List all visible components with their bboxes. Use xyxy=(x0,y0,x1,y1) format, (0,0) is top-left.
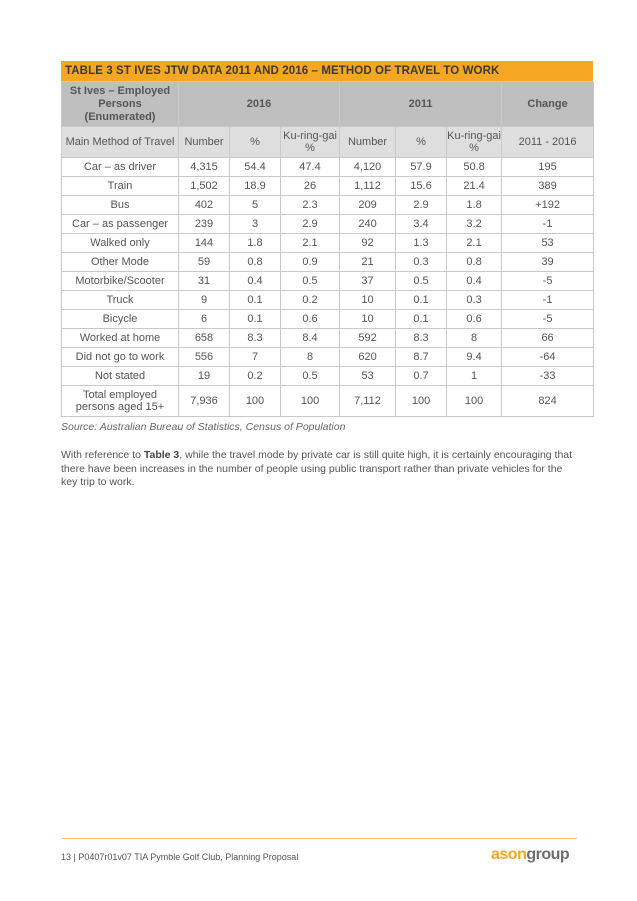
cell-kuringgai-2011: 100 xyxy=(447,386,502,417)
table-row xyxy=(62,234,594,253)
cell-number-2011: 620 xyxy=(340,348,396,367)
cell-number-2016: 19 xyxy=(179,367,230,386)
table-header-sub xyxy=(62,127,594,158)
header-kuringgai-2016: Ku-ring-gai % xyxy=(281,127,340,158)
cell-mode: Did not go to work xyxy=(62,348,179,367)
table-row xyxy=(62,291,594,310)
cell-number-2016: 31 xyxy=(179,272,230,291)
source-note: Source: Australian Bureau of Statistics, Census of Population xyxy=(61,421,346,433)
header-method: Main Method of Travel xyxy=(62,127,179,158)
cell-pct-2016: 0.8 xyxy=(230,253,281,272)
travel-table-section xyxy=(61,61,593,417)
logo-part-group: group xyxy=(526,846,570,863)
cell-change: 824 xyxy=(502,386,594,417)
cell-number-2011: 592 xyxy=(340,329,396,348)
header-change: Change xyxy=(502,82,594,127)
cell-kuringgai-2016: 0.5 xyxy=(281,272,340,291)
logo-part-ason: ason xyxy=(491,846,527,863)
cell-pct-2011: 1.3 xyxy=(396,234,447,253)
cell-pct-2011: 0.5 xyxy=(396,272,447,291)
cell-change: 53 xyxy=(502,234,594,253)
cell-mode: Motorbike/Scooter xyxy=(62,272,179,291)
cell-change: 195 xyxy=(502,158,594,177)
cell-pct-2011: 0.1 xyxy=(396,291,447,310)
header-number-2011: Number xyxy=(340,127,396,158)
cell-number-2011: 7,112 xyxy=(340,386,396,417)
cell-kuringgai-2016: 2.1 xyxy=(281,234,340,253)
ason-group-logo xyxy=(491,846,569,864)
table-header-top xyxy=(62,82,594,127)
table-row xyxy=(62,367,594,386)
cell-pct-2016: 0.2 xyxy=(230,367,281,386)
travel-to-work-table xyxy=(61,81,594,417)
cell-change: +192 xyxy=(502,196,594,215)
cell-pct-2016: 18.9 xyxy=(230,177,281,196)
header-year-2016: 2016 xyxy=(179,82,340,127)
cell-change: -64 xyxy=(502,348,594,367)
cell-kuringgai-2016: 47.4 xyxy=(281,158,340,177)
table-reference: Table 3 xyxy=(143,449,180,461)
cell-kuringgai-2016: 26 xyxy=(281,177,340,196)
cell-mode: Car – as driver xyxy=(62,158,179,177)
paragraph-text-end: , while the travel mode by private car is still quite high, it is certainly encouraging that there have been increases in the number of people using public transport rather than private vehicles for the key trip to work. xyxy=(61,449,573,488)
cell-mode: Other Mode xyxy=(62,253,179,272)
cell-kuringgai-2011: 0.3 xyxy=(447,291,502,310)
cell-pct-2016: 8.3 xyxy=(230,329,281,348)
cell-pct-2011: 0.3 xyxy=(396,253,447,272)
table-row xyxy=(62,272,594,291)
header-change-range: 2011 - 2016 xyxy=(502,127,594,158)
cell-number-2011: 209 xyxy=(340,196,396,215)
cell-kuringgai-2011: 0.8 xyxy=(447,253,502,272)
cell-change: -5 xyxy=(502,310,594,329)
table-row xyxy=(62,310,594,329)
cell-number-2011: 21 xyxy=(340,253,396,272)
table-row xyxy=(62,177,594,196)
cell-change: 66 xyxy=(502,329,594,348)
cell-kuringgai-2016: 8 xyxy=(281,348,340,367)
cell-number-2016: 556 xyxy=(179,348,230,367)
cell-pct-2011: 0.1 xyxy=(396,310,447,329)
cell-pct-2016: 0.1 xyxy=(230,310,281,329)
paragraph-text-start: With reference to xyxy=(61,449,144,461)
cell-kuringgai-2016: 8.4 xyxy=(281,329,340,348)
table-row xyxy=(62,329,594,348)
cell-mode: Worked at home xyxy=(62,329,179,348)
footer-divider xyxy=(61,838,577,839)
table-title: TABLE 3 ST IVES JTW DATA 2011 AND 2016 – METHOD OF TRAVEL TO WORK xyxy=(61,61,593,81)
table-row-total xyxy=(62,386,594,417)
cell-pct-2011: 2.9 xyxy=(396,196,447,215)
cell-kuringgai-2011: 1 xyxy=(447,367,502,386)
cell-pct-2016: 3 xyxy=(230,215,281,234)
cell-pct-2011: 100 xyxy=(396,386,447,417)
cell-kuringgai-2016: 0.6 xyxy=(281,310,340,329)
header-year-2011: 2011 xyxy=(340,82,502,127)
cell-kuringgai-2011: 1.8 xyxy=(447,196,502,215)
cell-number-2016: 1,502 xyxy=(179,177,230,196)
cell-number-2016: 658 xyxy=(179,329,230,348)
cell-change: -1 xyxy=(502,215,594,234)
cell-number-2011: 1,112 xyxy=(340,177,396,196)
footer-text: 13 | P0407r01v07 TIA Pymble Golf Club, Planning Proposal xyxy=(61,852,299,862)
cell-pct-2011: 8.3 xyxy=(396,329,447,348)
cell-pct-2011: 3.4 xyxy=(396,215,447,234)
cell-number-2016: 402 xyxy=(179,196,230,215)
cell-mode: Truck xyxy=(62,291,179,310)
cell-number-2011: 37 xyxy=(340,272,396,291)
cell-kuringgai-2011: 2.1 xyxy=(447,234,502,253)
cell-pct-2016: 1.8 xyxy=(230,234,281,253)
table-row xyxy=(62,215,594,234)
cell-mode: Bicycle xyxy=(62,310,179,329)
header-kuringgai-2011: Ku-ring-gai % xyxy=(447,127,502,158)
cell-pct-2011: 57.9 xyxy=(396,158,447,177)
cell-pct-2011: 8.7 xyxy=(396,348,447,367)
cell-kuringgai-2011: 50.8 xyxy=(447,158,502,177)
header-pct-2011: % xyxy=(396,127,447,158)
header-pct-2016: % xyxy=(230,127,281,158)
cell-kuringgai-2016: 0.2 xyxy=(281,291,340,310)
cell-number-2016: 59 xyxy=(179,253,230,272)
cell-change: -1 xyxy=(502,291,594,310)
cell-mode: Car – as passenger xyxy=(62,215,179,234)
body-paragraph xyxy=(61,449,581,490)
cell-change: 39 xyxy=(502,253,594,272)
cell-pct-2016: 5 xyxy=(230,196,281,215)
cell-mode: Train xyxy=(62,177,179,196)
cell-pct-2016: 54.4 xyxy=(230,158,281,177)
cell-number-2016: 4,315 xyxy=(179,158,230,177)
cell-mode: Walked only xyxy=(62,234,179,253)
cell-number-2011: 240 xyxy=(340,215,396,234)
cell-pct-2011: 15.6 xyxy=(396,177,447,196)
cell-number-2016: 9 xyxy=(179,291,230,310)
cell-kuringgai-2016: 100 xyxy=(281,386,340,417)
cell-kuringgai-2016: 2.3 xyxy=(281,196,340,215)
cell-pct-2016: 0.4 xyxy=(230,272,281,291)
cell-kuringgai-2011: 8 xyxy=(447,329,502,348)
cell-kuringgai-2016: 0.9 xyxy=(281,253,340,272)
cell-change: -5 xyxy=(502,272,594,291)
cell-kuringgai-2011: 9.4 xyxy=(447,348,502,367)
cell-number-2011: 53 xyxy=(340,367,396,386)
header-label: St Ives – Employed Persons (Enumerated) xyxy=(62,82,179,127)
cell-number-2011: 92 xyxy=(340,234,396,253)
cell-number-2016: 7,936 xyxy=(179,386,230,417)
cell-number-2011: 4,120 xyxy=(340,158,396,177)
cell-mode: Total employed persons aged 15+ xyxy=(62,386,179,417)
cell-kuringgai-2011: 0.6 xyxy=(447,310,502,329)
header-number-2016: Number xyxy=(179,127,230,158)
cell-kuringgai-2011: 21.4 xyxy=(447,177,502,196)
cell-mode: Bus xyxy=(62,196,179,215)
cell-change: 389 xyxy=(502,177,594,196)
cell-pct-2011: 0.7 xyxy=(396,367,447,386)
cell-pct-2016: 100 xyxy=(230,386,281,417)
cell-kuringgai-2011: 0.4 xyxy=(447,272,502,291)
cell-number-2016: 6 xyxy=(179,310,230,329)
table-row xyxy=(62,348,594,367)
cell-number-2016: 239 xyxy=(179,215,230,234)
cell-kuringgai-2016: 0.5 xyxy=(281,367,340,386)
cell-change: -33 xyxy=(502,367,594,386)
cell-number-2011: 10 xyxy=(340,291,396,310)
cell-kuringgai-2011: 3.2 xyxy=(447,215,502,234)
cell-kuringgai-2016: 2.9 xyxy=(281,215,340,234)
cell-pct-2016: 7 xyxy=(230,348,281,367)
table-row xyxy=(62,158,594,177)
cell-number-2011: 10 xyxy=(340,310,396,329)
cell-number-2016: 144 xyxy=(179,234,230,253)
cell-mode: Not stated xyxy=(62,367,179,386)
table-row xyxy=(62,253,594,272)
cell-pct-2016: 0.1 xyxy=(230,291,281,310)
table-row xyxy=(62,196,594,215)
